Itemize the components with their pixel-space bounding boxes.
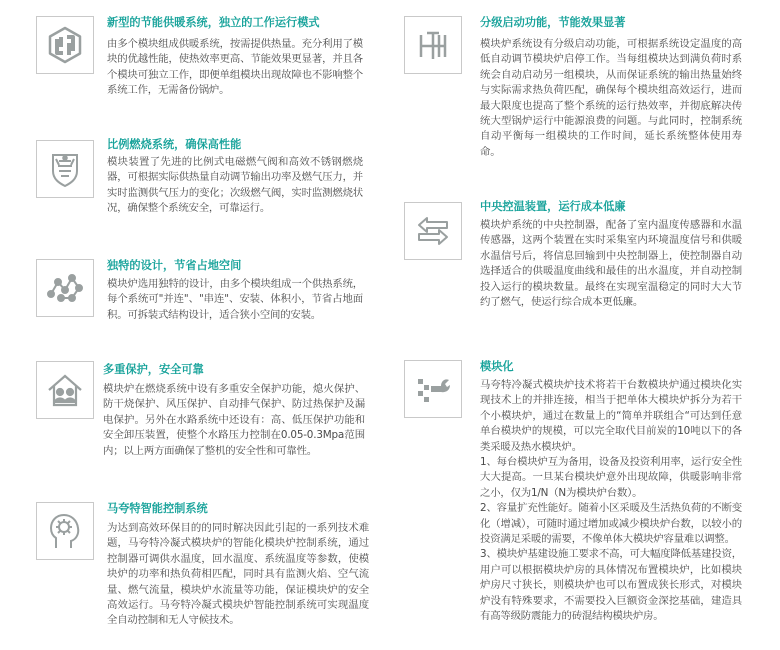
feature-title: 模块化 [480,360,514,373]
feature-title: 新型的节能供暖系统，独立的工作运行模式 [107,16,320,29]
staged-start-icon [413,25,453,65]
feature-description: 模块炉系统的中央控制器，配备了室内温度传感器和水温传感器，这两个装置在实时采集室内环境温度信号和供暖水温信号后，将信息回输到中央控制器上，使控制器自动选择适合的供暖温度曲线和最佳的出水温度，并自动控制投入运行的模块数量。最终在实现室温稳定的同时大大节约了燃气，使运行综合成本更低廉。 [480,219,742,309]
modular-heating-icon-box [36,16,94,74]
exchange-arrows-icon-box [404,202,462,260]
home-protection-icon [45,370,85,410]
modular-intro-paragraph: 马夸特冷凝式模块炉技术将若干台数模块炉通过模块化实现技术上的并排连接，相当于把单体大模块炉拆分为若干个小模块炉，通过在数量上的“简单并联组合“可达到任意单台模块炉的规模，可以完全取代目前炭的10吨以下的各类采暖及热水模块炉。 [480,379,742,453]
feature-description: 模块炉在燃烧系统中设有多重安全保护功能，熄火保护、防干烧保护、风压保护、自动排气保护、防过热保护及漏电保护。另外在水路系统中还设有：高、低压保护功能和安全卸压装置，使整个水路压力控制在0.05-0.3Mpa范围内；以上两方面确保了整机的安全性和可靠性。 [103,383,365,457]
feature-description: 模块炉系统设有分级启动功能，可根据系统设定温度的高低自动调节模块炉启停工作。当每组模块达到满负荷时系统会自动启动另一组模块，从而保证系统的输出热量始终与实际需求热负荷匹配，确保每个模块组高效运行，进而最大限度也提高了整个系统的运行热效率，并彻底解决传统大型锅炉运行中能源浪费的问题。与此同时，控制系统自动平衡每一组模块的工作时间，延长系统整体使用寿命。 [480,38,742,158]
feature-title: 比例燃烧系统，确保高性能 [107,138,242,151]
feature-title: 马夸特智能控制系统 [107,502,208,515]
wrench-modules-icon-box [404,360,462,418]
exchange-arrows-icon [413,211,453,251]
feature-description [480,378,742,625]
feature-energy-saving [0,0,380,120]
modular-heating-icon [45,25,85,65]
feature-proportional-combustion [0,125,380,235]
connection-nodes-icon-box [36,259,94,317]
modular-point-2: 2、容量扩充性能好。随着小区采暖及生活热负荷的不断变化（增减），可随时通过增加或减少模块炉台数，以较小的投资满足采暖的需要，不像单体大模块炉容量难以调整。 [480,502,742,546]
feature-title: 分级启动功能，节能效果显著 [480,16,626,29]
feature-description: 由多个模块组成供暖系统，按需提供热量。充分利用了模块的优越性能，使热效率更高、节能效果更显著，并且各个模块可独立工作，即便单组模块出现故障也不影响整个系统工作，无需备份锅炉。 [107,38,363,97]
smart-head-icon-box [36,502,94,560]
feature-staged-start [400,0,780,180]
feature-central-temperature-control [400,190,780,320]
feature-description: 为达到高效环保目的的同时解决因此引起的一系列技术难题，马夸特冷凝式模块炉的智能化模块炉控制系统，通过控制器可调供水温度，回水温度、系统温度等参数，使模块炉的功率和热负荷相匹配，同时具有监测火焰、空气流量、燃气流量，模块炉水流量等功能，保证模块炉的安全高效运行。马夸特冷凝式模块炉智能控制系统可实现温度全自动控制和无人守候技术。 [107,522,369,627]
feature-title: 多重保护，安全可靠 [103,363,204,376]
feature-smart-control [0,495,380,650]
staged-start-icon-box [404,16,462,74]
burner-shield-icon [45,149,85,189]
wrench-modules-icon [413,369,453,409]
home-protection-icon-box [36,361,94,419]
feature-description: 模块炉选用独特的设计，由多个模块组成一个供热系统，每个系统可"并连"、"串连"、安装、体积小，节省占地面积。可拆装式结构设计，适合狭小空间的安装。 [107,278,363,321]
burner-shield-icon-box [36,140,94,198]
feature-description: 模块装置了先进的比例式电磁燃气阀和高效不锈钢燃烧器，可根据实际供热量自动调节输出功率及燃气压力，并实时监测供气压力的变化；次级燃气阀，实时监测燃烧状况，确保整个系统安全，可靠运行。 [107,156,363,215]
smart-head-icon [45,511,85,551]
feature-title: 独特的设计，节省占地空间 [107,259,242,272]
modular-point-3: 3、模块炉基建设施工要求不高，可大幅度降低基建投资，用户可以根据模块炉房的具体情况布置模块炉，比如模块炉房尺寸狭长，则模块炉也可以布置成狭长形式，对模块炉没有特殊要求，不需要投入巨额资金深挖基础，建造具有高等级防震能力的砖混结构模块炉房。 [480,548,742,623]
connection-nodes-icon [45,268,85,308]
feature-modular [400,350,780,650]
feature-multi-protection [0,350,380,480]
modular-point-1: 1、每台模块炉互为备用，设备及投资利用率，运行安全性大大提高。一旦某台模块炉意外出现故障，供暖影响非常之小，仅为1/N（N为模块炉台数）。 [480,456,742,499]
feature-unique-design [0,250,380,330]
feature-title: 中央控温装置，运行成本低廉 [480,200,626,213]
